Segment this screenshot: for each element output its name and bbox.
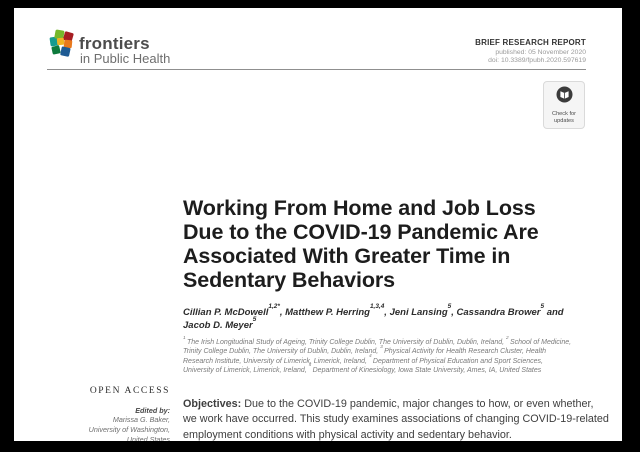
affiliation-line: $^1$ The Irish Longitudinal Study of Ageing, Trinity College Dublin, The University of Dublin, Dublin, Ireland, $^2$ School of Medicine, bbox=[183, 335, 572, 346]
abstract-line: employment conditions with physical activity and sedentary behavior. bbox=[183, 428, 512, 441]
author-line: Cillian P. McDowell$^{1,2*}$, Matthew P. Herring$^{1,3,4}$, Jeni Lansing$^5$, Cassandra Brower$^5$ and bbox=[183, 302, 564, 318]
author-line: Jacob D. Meyer$^5$ bbox=[183, 315, 257, 331]
abstract-line: we work have occurred. This study examines associations of changing COVID-19-related bbox=[183, 413, 609, 426]
affiliation-line: Trinity College Dublin, The University of Dublin, Dublin, Ireland, $^3$ Physical Activity for Health Research Cluster, Health bbox=[183, 344, 547, 356]
open-access-label: OPEN ACCESS bbox=[89, 386, 170, 396]
crossmark-icon bbox=[556, 86, 573, 108]
check-for-updates-label: Check for updates bbox=[552, 111, 576, 124]
author-list bbox=[183, 302, 564, 332]
frontiers-logo-icon bbox=[47, 28, 78, 59]
article-title bbox=[183, 196, 539, 292]
paper-page bbox=[14, 8, 622, 441]
title-line: Sedentary Behaviors bbox=[183, 268, 395, 292]
edited-by-label: Edited by: bbox=[135, 406, 170, 415]
editor-name: Marissa G. Baker, bbox=[112, 415, 170, 424]
check-for-updates-badge[interactable] bbox=[543, 81, 585, 129]
affiliation-list bbox=[183, 335, 572, 375]
journal-subtitle: in Public Health bbox=[80, 51, 171, 66]
header-meta bbox=[475, 38, 586, 64]
editor-country: United States bbox=[126, 435, 170, 441]
doi-link[interactable]: doi: 10.3389/fpubh.2020.597619 bbox=[488, 57, 586, 64]
abstract-objectives bbox=[183, 397, 609, 441]
editor-affiliation: University of Washington, bbox=[88, 425, 170, 434]
affiliation-line: Research Institute, University of Limerick, Limerick, Ireland, $^4$ Department of Physical Education and Sport Sciences, bbox=[183, 354, 543, 365]
title-line: Associated With Greater Time in bbox=[183, 244, 511, 268]
article-info-sidebar bbox=[34, 386, 170, 441]
header-divider bbox=[47, 69, 586, 70]
title-line: Working From Home and Job Loss bbox=[183, 196, 536, 220]
affiliation-line: University of Limerick, Limerick, Ireland, $^5$ Department of Kinesiology, Iowa State University, Ames, IA, United States bbox=[183, 363, 542, 374]
journal-name: frontiers bbox=[79, 34, 150, 53]
abstract-line: Objectives: Due to the COVID-19 pandemic, major changes to how, or even whether, bbox=[183, 398, 594, 410]
published-date: published: 05 November 2020 bbox=[495, 49, 586, 56]
article-type-label: BRIEF RESEARCH REPORT bbox=[475, 38, 586, 47]
title-line: Due to the COVID-19 Pandemic Are bbox=[183, 220, 539, 244]
